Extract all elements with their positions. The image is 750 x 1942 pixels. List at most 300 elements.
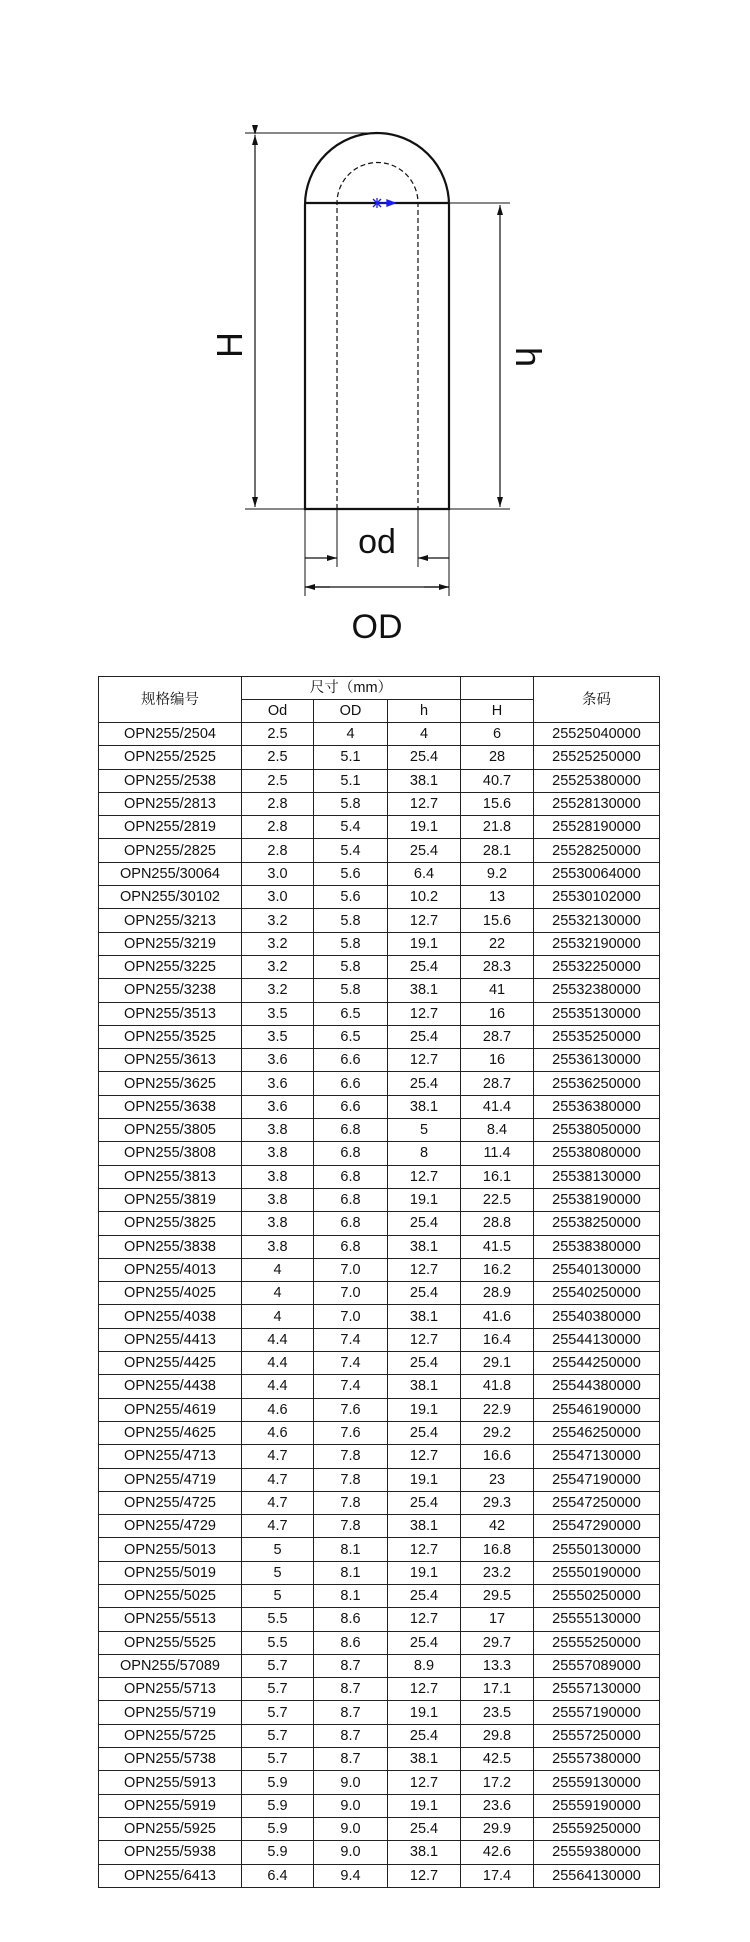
cell-H: 8.4 (461, 1119, 534, 1142)
table-row (99, 1025, 660, 1048)
cell-h: 12.7 (388, 1165, 461, 1188)
header-empty (461, 677, 534, 700)
cell-H: 29.2 (461, 1421, 534, 1444)
cell-od: 3.5 (242, 1002, 314, 1025)
cell-H: 41.4 (461, 1095, 534, 1118)
table-row (99, 1002, 660, 1025)
cell-H: 42.6 (461, 1841, 534, 1864)
table-row (99, 792, 660, 815)
cell-H: 40.7 (461, 769, 534, 792)
cell-H: 41 (461, 979, 534, 1002)
cell-od: 5.9 (242, 1817, 314, 1840)
cell-H: 17.1 (461, 1678, 534, 1701)
cap-outline (305, 133, 449, 509)
cell-OD: 4 (314, 723, 388, 746)
cell-spec: OPN255/5738 (99, 1748, 242, 1771)
cell-barcode: 25525380000 (534, 769, 660, 792)
cell-spec: OPN255/3808 (99, 1142, 242, 1165)
cell-H: 29.7 (461, 1631, 534, 1654)
cell-barcode: 25538050000 (534, 1119, 660, 1142)
cell-OD: 5.8 (314, 792, 388, 815)
cell-H: 28.3 (461, 955, 534, 978)
table-row (99, 1468, 660, 1491)
cell-OD: 7.0 (314, 1305, 388, 1328)
cell-h: 12.7 (388, 1328, 461, 1351)
table-row (99, 1841, 660, 1864)
cell-barcode: 25544380000 (534, 1375, 660, 1398)
cell-OD: 7.8 (314, 1515, 388, 1538)
cell-h: 6.4 (388, 862, 461, 885)
cell-barcode: 25557250000 (534, 1724, 660, 1747)
cell-barcode: 25550250000 (534, 1584, 660, 1607)
cell-h: 38.1 (388, 769, 461, 792)
cell-barcode: 25550190000 (534, 1561, 660, 1584)
cell-H: 16 (461, 1049, 534, 1072)
cell-spec: OPN255/4619 (99, 1398, 242, 1421)
cell-spec: OPN255/4438 (99, 1375, 242, 1398)
table-row (99, 1398, 660, 1421)
cell-OD: 8.1 (314, 1584, 388, 1607)
cell-OD: 6.6 (314, 1072, 388, 1095)
table-row (99, 1817, 660, 1840)
cell-od: 5 (242, 1538, 314, 1561)
cell-barcode: 25540130000 (534, 1258, 660, 1281)
cell-od: 5 (242, 1561, 314, 1584)
cell-spec: OPN255/4719 (99, 1468, 242, 1491)
cell-spec: OPN255/3238 (99, 979, 242, 1002)
table-row (99, 909, 660, 932)
header-barcode: 条码 (534, 677, 660, 723)
cell-barcode: 25535250000 (534, 1025, 660, 1048)
cell-barcode: 25528130000 (534, 792, 660, 815)
cell-barcode: 25538190000 (534, 1188, 660, 1211)
cell-od: 4.4 (242, 1375, 314, 1398)
table-row (99, 1282, 660, 1305)
cell-OD: 7.8 (314, 1491, 388, 1514)
cell-H: 29.3 (461, 1491, 534, 1514)
table-row (99, 746, 660, 769)
cell-H: 29.1 (461, 1352, 534, 1375)
cell-spec: OPN255/3825 (99, 1212, 242, 1235)
cell-H: 15.6 (461, 909, 534, 932)
cell-h: 38.1 (388, 1748, 461, 1771)
cell-OD: 6.8 (314, 1235, 388, 1258)
table-row (99, 1421, 660, 1444)
cell-od: 3.5 (242, 1025, 314, 1048)
cell-barcode: 25538380000 (534, 1235, 660, 1258)
cell-barcode: 25536250000 (534, 1072, 660, 1095)
cell-spec: OPN255/4013 (99, 1258, 242, 1281)
cell-OD: 8.7 (314, 1654, 388, 1677)
label-od: od (358, 523, 396, 561)
table-row (99, 1072, 660, 1095)
cell-spec: OPN255/4025 (99, 1282, 242, 1305)
cell-OD: 6.8 (314, 1119, 388, 1142)
cell-spec: OPN255/4038 (99, 1305, 242, 1328)
cell-h: 38.1 (388, 979, 461, 1002)
cell-od: 3.2 (242, 932, 314, 955)
cell-od: 2.8 (242, 839, 314, 862)
cell-h: 10.2 (388, 886, 461, 909)
cell-H: 16.6 (461, 1445, 534, 1468)
cell-h: 25.4 (388, 1352, 461, 1375)
cell-H: 29.8 (461, 1724, 534, 1747)
cell-barcode: 25530102000 (534, 886, 660, 909)
cell-od: 5.9 (242, 1771, 314, 1794)
cell-od: 4 (242, 1258, 314, 1281)
cell-barcode: 25536130000 (534, 1049, 660, 1072)
cell-h: 25.4 (388, 1282, 461, 1305)
cell-OD: 8.7 (314, 1748, 388, 1771)
cell-od: 4.6 (242, 1421, 314, 1444)
cell-OD: 7.4 (314, 1328, 388, 1351)
table-row (99, 769, 660, 792)
cell-H: 16.1 (461, 1165, 534, 1188)
label-h: h (508, 346, 549, 368)
cell-spec: OPN255/3219 (99, 932, 242, 955)
cell-od: 2.8 (242, 816, 314, 839)
table-row (99, 839, 660, 862)
table-row (99, 1212, 660, 1235)
cell-OD: 9.0 (314, 1771, 388, 1794)
cell-OD: 5.6 (314, 886, 388, 909)
cell-spec: OPN255/2819 (99, 816, 242, 839)
cell-barcode: 25532130000 (534, 909, 660, 932)
cell-od: 4 (242, 1282, 314, 1305)
inner-bore-dashed (337, 163, 418, 510)
cell-OD: 6.8 (314, 1142, 388, 1165)
cell-spec: OPN255/4725 (99, 1491, 242, 1514)
table-row (99, 1748, 660, 1771)
table-row (99, 1049, 660, 1072)
table-row (99, 1305, 660, 1328)
cell-od: 3.6 (242, 1095, 314, 1118)
cell-h: 25.4 (388, 1631, 461, 1654)
cell-OD: 5.6 (314, 862, 388, 885)
cell-h: 12.7 (388, 1864, 461, 1887)
cell-od: 3.2 (242, 955, 314, 978)
cell-OD: 8.1 (314, 1561, 388, 1584)
cell-OD: 9.0 (314, 1817, 388, 1840)
cell-spec: OPN255/5513 (99, 1608, 242, 1631)
cell-OD: 5.1 (314, 769, 388, 792)
cell-OD: 8.6 (314, 1608, 388, 1631)
cell-h: 12.7 (388, 1258, 461, 1281)
cell-H: 28.1 (461, 839, 534, 862)
cell-OD: 7.8 (314, 1445, 388, 1468)
cell-barcode: 25557190000 (534, 1701, 660, 1724)
cell-h: 12.7 (388, 909, 461, 932)
cell-H: 28.7 (461, 1025, 534, 1048)
cell-OD: 8.7 (314, 1678, 388, 1701)
header-H: H (461, 700, 534, 723)
cell-spec: OPN255/3813 (99, 1165, 242, 1188)
table-row (99, 1095, 660, 1118)
cell-OD: 6.8 (314, 1188, 388, 1211)
cell-H: 15.6 (461, 792, 534, 815)
cell-spec: OPN255/30064 (99, 862, 242, 885)
cell-h: 25.4 (388, 1584, 461, 1607)
cell-h: 38.1 (388, 1375, 461, 1398)
table-row (99, 1491, 660, 1514)
cell-spec: OPN255/2525 (99, 746, 242, 769)
cell-H: 41.5 (461, 1235, 534, 1258)
cell-OD: 8.7 (314, 1724, 388, 1747)
table-row (99, 1678, 660, 1701)
cell-od: 5.5 (242, 1608, 314, 1631)
cell-h: 8 (388, 1142, 461, 1165)
cell-h: 12.7 (388, 1445, 461, 1468)
table-row (99, 1724, 660, 1747)
cell-h: 19.1 (388, 1794, 461, 1817)
cell-H: 42.5 (461, 1748, 534, 1771)
cell-spec: OPN255/5013 (99, 1538, 242, 1561)
cell-OD: 9.0 (314, 1794, 388, 1817)
cell-od: 3.0 (242, 886, 314, 909)
cell-spec: OPN255/3613 (99, 1049, 242, 1072)
cell-barcode: 25546250000 (534, 1421, 660, 1444)
cell-OD: 7.8 (314, 1468, 388, 1491)
cell-h: 8.9 (388, 1654, 461, 1677)
cell-od: 5.7 (242, 1701, 314, 1724)
cell-spec: OPN255/4729 (99, 1515, 242, 1538)
cell-od: 4 (242, 1305, 314, 1328)
cell-spec: OPN255/3625 (99, 1072, 242, 1095)
cell-spec: OPN255/5919 (99, 1794, 242, 1817)
cell-h: 19.1 (388, 1398, 461, 1421)
cell-h: 25.4 (388, 1212, 461, 1235)
cell-h: 25.4 (388, 1724, 461, 1747)
cell-H: 9.2 (461, 862, 534, 885)
cell-H: 16.8 (461, 1538, 534, 1561)
cell-barcode: 25538130000 (534, 1165, 660, 1188)
cell-OD: 7.0 (314, 1258, 388, 1281)
cell-H: 22 (461, 932, 534, 955)
cell-barcode: 25532380000 (534, 979, 660, 1002)
header-h: h (388, 700, 461, 723)
cell-spec: OPN255/3225 (99, 955, 242, 978)
cell-od: 2.5 (242, 769, 314, 792)
cell-barcode: 25538080000 (534, 1142, 660, 1165)
table-row (99, 1165, 660, 1188)
cell-od: 5.7 (242, 1654, 314, 1677)
table-row (99, 816, 660, 839)
cell-OD: 5.8 (314, 932, 388, 955)
cell-spec: OPN255/2825 (99, 839, 242, 862)
cell-OD: 7.4 (314, 1375, 388, 1398)
cell-spec: OPN255/4413 (99, 1328, 242, 1351)
cell-spec: OPN255/5725 (99, 1724, 242, 1747)
cell-H: 23.6 (461, 1794, 534, 1817)
cell-barcode: 25547290000 (534, 1515, 660, 1538)
table-row (99, 1631, 660, 1654)
table-row (99, 1701, 660, 1724)
cell-h: 12.7 (388, 1538, 461, 1561)
cell-H: 28.9 (461, 1282, 534, 1305)
cell-OD: 5.4 (314, 816, 388, 839)
cell-barcode: 25559190000 (534, 1794, 660, 1817)
cell-od: 3.2 (242, 909, 314, 932)
cell-spec: OPN255/3213 (99, 909, 242, 932)
cell-H: 16.4 (461, 1328, 534, 1351)
cell-barcode: 25528190000 (534, 816, 660, 839)
table-row (99, 1188, 660, 1211)
cell-barcode: 25547130000 (534, 1445, 660, 1468)
cell-OD: 5.8 (314, 909, 388, 932)
cell-od: 2.8 (242, 792, 314, 815)
cell-spec: OPN255/5713 (99, 1678, 242, 1701)
header-size: 尺寸（mm） (242, 677, 461, 700)
cell-barcode: 25547190000 (534, 1468, 660, 1491)
cell-od: 3.8 (242, 1188, 314, 1211)
cell-od: 3.2 (242, 979, 314, 1002)
cell-od: 5.7 (242, 1678, 314, 1701)
table-row (99, 1328, 660, 1351)
cell-barcode: 25557380000 (534, 1748, 660, 1771)
cell-H: 21.8 (461, 816, 534, 839)
cell-od: 2.5 (242, 723, 314, 746)
cell-OD: 8.1 (314, 1538, 388, 1561)
cell-h: 25.4 (388, 1817, 461, 1840)
cell-spec: OPN255/5019 (99, 1561, 242, 1584)
cell-od: 4.7 (242, 1515, 314, 1538)
cell-OD: 5.1 (314, 746, 388, 769)
cell-h: 25.4 (388, 1421, 461, 1444)
cap-dimension-drawing (0, 0, 750, 660)
table-row (99, 1794, 660, 1817)
cell-h: 25.4 (388, 839, 461, 862)
cell-od: 3.6 (242, 1072, 314, 1095)
cell-od: 3.8 (242, 1165, 314, 1188)
cell-barcode: 25559250000 (534, 1817, 660, 1840)
cell-barcode: 25536380000 (534, 1095, 660, 1118)
cell-OD: 6.5 (314, 1025, 388, 1048)
cell-h: 38.1 (388, 1235, 461, 1258)
cell-spec: OPN255/3638 (99, 1095, 242, 1118)
cell-spec: OPN255/5525 (99, 1631, 242, 1654)
cell-h: 5 (388, 1119, 461, 1142)
header-od: Od (242, 700, 314, 723)
cell-OD: 5.8 (314, 955, 388, 978)
cell-od: 4.7 (242, 1491, 314, 1514)
cell-OD: 7.4 (314, 1352, 388, 1375)
table-row (99, 979, 660, 1002)
cell-barcode: 25540380000 (534, 1305, 660, 1328)
cell-H: 22.5 (461, 1188, 534, 1211)
cell-H: 6 (461, 723, 534, 746)
cell-barcode: 25525040000 (534, 723, 660, 746)
cell-H: 17.4 (461, 1864, 534, 1887)
cell-OD: 6.8 (314, 1165, 388, 1188)
label-OD: OD (351, 608, 403, 646)
cell-spec: OPN255/3805 (99, 1119, 242, 1142)
cell-spec: OPN255/4425 (99, 1352, 242, 1375)
table-row (99, 1445, 660, 1468)
cell-OD: 6.6 (314, 1095, 388, 1118)
cell-h: 38.1 (388, 1305, 461, 1328)
label-H: H (209, 332, 250, 358)
cell-barcode: 25525250000 (534, 746, 660, 769)
cell-spec: OPN255/3525 (99, 1025, 242, 1048)
cell-spec: OPN255/2504 (99, 723, 242, 746)
table-row (99, 1608, 660, 1631)
cell-spec: OPN255/57089 (99, 1654, 242, 1677)
cell-od: 5.9 (242, 1841, 314, 1864)
cell-h: 12.7 (388, 1608, 461, 1631)
cell-spec: OPN255/3513 (99, 1002, 242, 1025)
cell-od: 5 (242, 1584, 314, 1607)
cell-barcode: 25535130000 (534, 1002, 660, 1025)
table-row (99, 1561, 660, 1584)
cell-OD: 7.6 (314, 1398, 388, 1421)
cell-OD: 7.0 (314, 1282, 388, 1305)
cell-barcode: 25557089000 (534, 1654, 660, 1677)
cell-barcode: 25559380000 (534, 1841, 660, 1864)
cell-barcode: 25547250000 (534, 1491, 660, 1514)
cell-od: 5.7 (242, 1724, 314, 1747)
cell-od: 3.0 (242, 862, 314, 885)
cell-h: 38.1 (388, 1841, 461, 1864)
cell-h: 12.7 (388, 1678, 461, 1701)
table-row (99, 1235, 660, 1258)
cell-h: 19.1 (388, 1561, 461, 1584)
cell-spec: OPN255/5719 (99, 1701, 242, 1724)
cell-barcode: 25528250000 (534, 839, 660, 862)
cell-h: 19.1 (388, 1701, 461, 1724)
cell-H: 29.9 (461, 1817, 534, 1840)
table-row (99, 1258, 660, 1281)
table-row (99, 1142, 660, 1165)
cell-od: 3.8 (242, 1212, 314, 1235)
center-marker-icon (373, 198, 395, 208)
cell-H: 22.9 (461, 1398, 534, 1421)
cell-barcode: 25555130000 (534, 1608, 660, 1631)
cell-barcode: 25546190000 (534, 1398, 660, 1421)
cell-h: 19.1 (388, 1188, 461, 1211)
cell-spec: OPN255/30102 (99, 886, 242, 909)
cell-spec: OPN255/5938 (99, 1841, 242, 1864)
cell-od: 4.7 (242, 1468, 314, 1491)
table-row (99, 1515, 660, 1538)
cell-h: 25.4 (388, 1491, 461, 1514)
cell-OD: 8.6 (314, 1631, 388, 1654)
cell-H: 42 (461, 1515, 534, 1538)
cell-OD: 9.4 (314, 1864, 388, 1887)
cell-OD: 9.0 (314, 1841, 388, 1864)
cell-od: 5.5 (242, 1631, 314, 1654)
cell-spec: OPN255/6413 (99, 1864, 242, 1887)
cell-H: 16 (461, 1002, 534, 1025)
cell-H: 23.2 (461, 1561, 534, 1584)
cell-od: 3.8 (242, 1119, 314, 1142)
cell-spec: OPN255/2813 (99, 792, 242, 815)
spec-table (98, 676, 660, 1888)
cell-od: 4.4 (242, 1352, 314, 1375)
table-row (99, 886, 660, 909)
cell-od: 4.6 (242, 1398, 314, 1421)
cell-H: 17.2 (461, 1771, 534, 1794)
cell-H: 13 (461, 886, 534, 909)
cell-H: 28.7 (461, 1072, 534, 1095)
cell-barcode: 25555250000 (534, 1631, 660, 1654)
cell-spec: OPN255/3819 (99, 1188, 242, 1211)
cell-barcode: 25557130000 (534, 1678, 660, 1701)
cell-barcode: 25540250000 (534, 1282, 660, 1305)
cell-od: 2.5 (242, 746, 314, 769)
cell-H: 28 (461, 746, 534, 769)
cell-H: 17 (461, 1608, 534, 1631)
cell-h: 19.1 (388, 932, 461, 955)
